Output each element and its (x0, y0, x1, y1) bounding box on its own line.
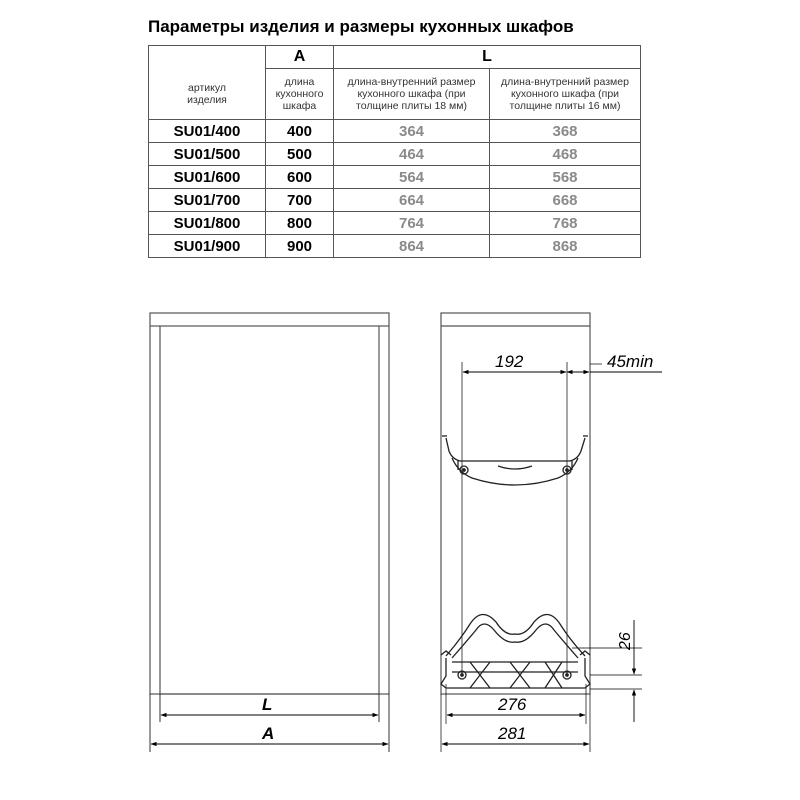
cell-l18: 464 (334, 143, 490, 166)
cell-model: SU01/600 (149, 166, 266, 189)
lower-rack (441, 614, 590, 688)
dim-label-281: 281 (498, 724, 527, 743)
cabinet-outer (150, 313, 389, 694)
column-header-a: A (266, 46, 334, 69)
cabinet-inner (160, 326, 379, 694)
dim-label-192: 192 (495, 352, 524, 371)
cell-a: 700 (266, 189, 334, 212)
lower-rack-wire (446, 614, 585, 656)
cell-model: SU01/800 (149, 212, 266, 235)
cell-l18: 364 (334, 120, 490, 143)
upper-rail-curve (452, 458, 578, 485)
article-label: артикул изделия (187, 81, 227, 106)
cell-model: SU01/700 (149, 189, 266, 212)
cell-a: 800 (266, 212, 334, 235)
cell-l18: 664 (334, 189, 490, 212)
lower-rack-wire-inner (452, 624, 578, 658)
cell-l16: 468 (490, 143, 641, 166)
dim-label-276: 276 (498, 695, 527, 714)
dim-label-26: 26 (617, 632, 634, 650)
upper-screw-right-center (566, 469, 568, 471)
cell-model: SU01/900 (149, 235, 266, 258)
subheader-l18-text: длина-внутренний размер кухонного шкафа (при толщине плиты 18 мм) (347, 76, 476, 112)
cell-l16: 568 (490, 166, 641, 189)
dim-label-l: L (262, 695, 273, 714)
cell-a: 600 (266, 166, 334, 189)
dim-label-a: A (262, 724, 275, 743)
subheader-a-text: длина кухонного шкафа (275, 76, 324, 112)
cell-a: 900 (266, 235, 334, 258)
lower-base-cross-bracing (470, 662, 562, 688)
upper-rail-arms (446, 438, 585, 461)
cell-l18: 764 (334, 212, 490, 235)
cell-l18: 564 (334, 166, 490, 189)
cell-l16: 868 (490, 235, 641, 258)
cell-l16: 668 (490, 189, 641, 212)
front-view (150, 313, 389, 752)
dim-label-45min: 45min (607, 352, 654, 371)
cell-model: SU01/400 (149, 120, 266, 143)
subheader-l16-text: длина-внутренний размер кухонного шкафа (при толщине плиты 16 мм) (501, 76, 629, 112)
cell-l16: 768 (490, 212, 641, 235)
upper-rail-slot (498, 466, 532, 469)
upper-rail (442, 436, 588, 485)
upper-screw-left-center (463, 469, 465, 471)
cell-l16: 368 (490, 120, 641, 143)
column-header-l: L (334, 46, 641, 69)
lower-screw-right-center (566, 674, 568, 676)
cell-model: SU01/500 (149, 143, 266, 166)
page-title: Параметры изделия и размеры кухонных шкафов (148, 17, 574, 36)
cell-a: 500 (266, 143, 334, 166)
cell-a: 400 (266, 120, 334, 143)
cell-l18: 864 (334, 235, 490, 258)
lower-screw-left-center (461, 674, 463, 676)
